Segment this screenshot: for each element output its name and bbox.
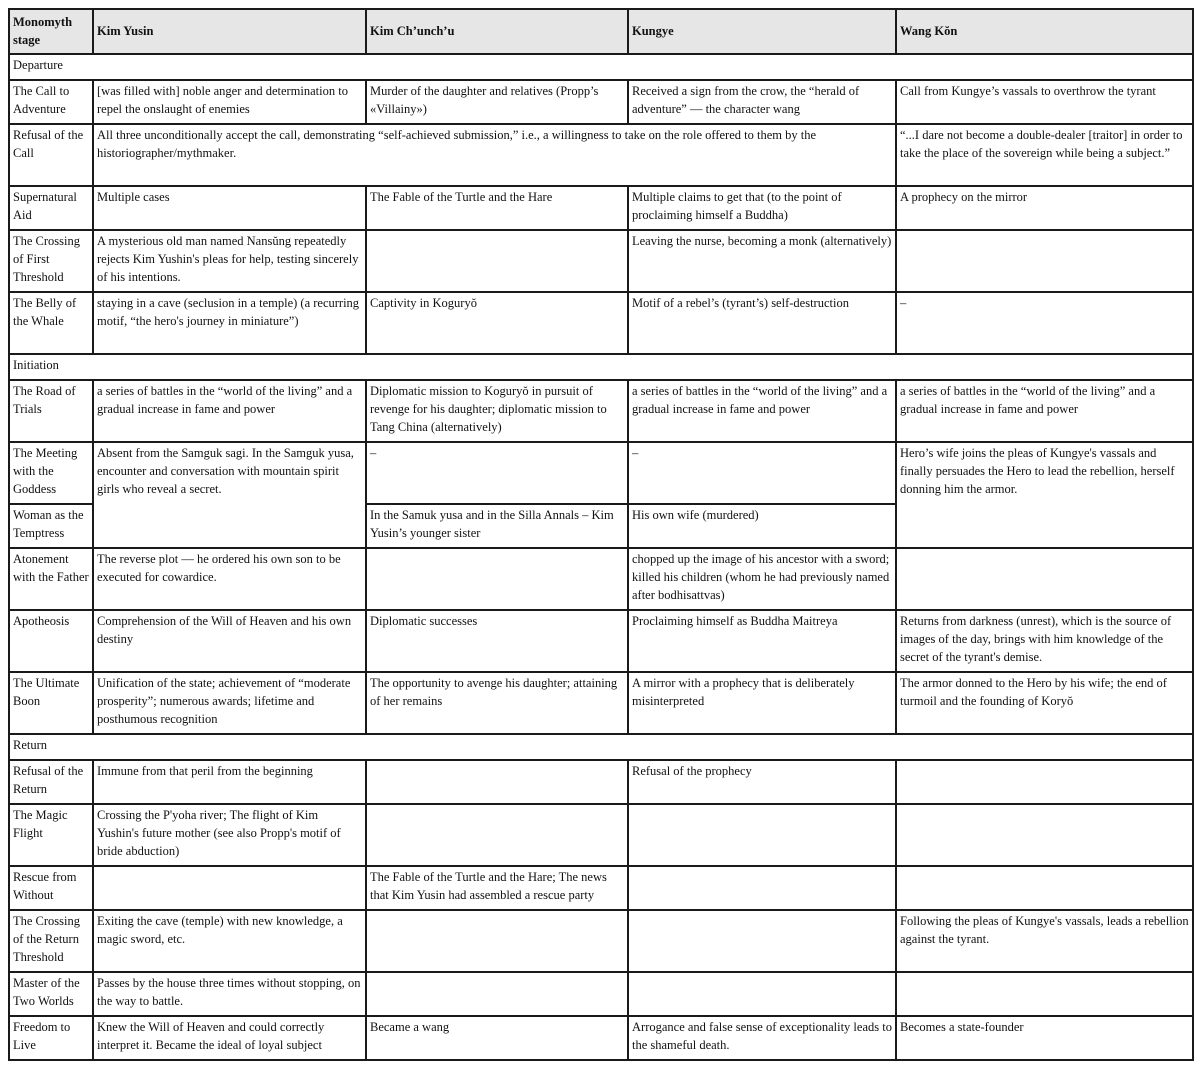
header-kungye: Kungye <box>628 9 896 54</box>
kungye-cell: Leaving the nurse, becoming a monk (alternatively) <box>628 230 896 292</box>
stage-cell: Supernatural Aid <box>9 186 93 230</box>
kim-chunchu-cell <box>366 760 628 804</box>
wang-kon-cell: “...I dare not become a double-dealer [traitor] in order to take the place of the sovereign while being a subject.” <box>896 124 1193 186</box>
stage-cell: The Crossing of First Threshold <box>9 230 93 292</box>
kim-chunchu-cell <box>366 804 628 866</box>
kim-yusin-cell: A mysterious old man named Nansŭng repeatedly rejects Kim Yushin's pleas for help, testing sincerely of his intentions. <box>93 230 366 292</box>
section-initiation: Initiation <box>9 354 1193 380</box>
kungye-cell: Received a sign from the crow, the “herald of adventure” — the character wang <box>628 80 896 124</box>
kungye-cell: – <box>628 442 896 504</box>
kungye-cell: A mirror with a prophecy that is deliberately misinterpreted <box>628 672 896 734</box>
kim-chunchu-cell <box>366 548 628 610</box>
wang-kon-cell <box>896 804 1193 866</box>
wang-kon-cell <box>896 230 1193 292</box>
table-header <box>9 9 1193 54</box>
kungye-cell: Motif of a rebel’s (tyrant’s) self-destruction <box>628 292 896 354</box>
kim-chunchu-cell: Became a wang <box>366 1016 628 1060</box>
kim-yusin-cell: staying in a cave (seclusion in a temple) (a recurring motif, “the hero's journey in miniature”) <box>93 292 366 354</box>
stage-cell: Apotheosis <box>9 610 93 672</box>
wang-kon-cell: Becomes a state-founder <box>896 1016 1193 1060</box>
wang-kon-cell: a series of battles in the “world of the living” and a gradual increase in fame and power <box>896 380 1193 442</box>
table-row <box>9 866 1193 910</box>
kim-chunchu-cell <box>366 972 628 1016</box>
table-row <box>9 760 1193 804</box>
wang-kon-cell: Returns from darkness (unrest), which is the source of images of the day, brings with him knowledge of the secret of the tyrant's demise. <box>896 610 1193 672</box>
kim-yusin-cell: Immune from that peril from the beginning <box>93 760 366 804</box>
kim-chunchu-cell: In the Samuk yusa and in the Silla Annals – Kim Yusin’s younger sister <box>366 504 628 548</box>
kim-chunchu-cell: Murder of the daughter and relatives (Propp’s «Villainy») <box>366 80 628 124</box>
stage-cell: The Magic Flight <box>9 804 93 866</box>
kim-chunchu-cell: – <box>366 442 628 504</box>
stage-cell: Refusal of the Return <box>9 760 93 804</box>
kungye-cell: Proclaiming himself as Buddha Maitreya <box>628 610 896 672</box>
stage-cell: The Road of Trials <box>9 380 93 442</box>
table-row <box>9 910 1193 972</box>
kim-chunchu-cell: The Fable of the Turtle and the Hare; The news that Kim Yusin had assembled a rescue party <box>366 866 628 910</box>
kim-yusin-cell: Exiting the cave (temple) with new knowledge, a magic sword, etc. <box>93 910 366 972</box>
kungye-cell: Refusal of the prophecy <box>628 760 896 804</box>
stage-cell: The Call to Adventure <box>9 80 93 124</box>
kungye-cell: Multiple claims to get that (to the point of proclaiming himself a Buddha) <box>628 186 896 230</box>
kim-yusin-cell: Absent from the Samguk sagi. In the Samguk yusa, encounter and conversation with mountain spirit girls who reveal a secret. <box>93 442 366 548</box>
section-row <box>9 734 1193 760</box>
header-row <box>9 9 1193 54</box>
kungye-cell <box>628 972 896 1016</box>
kim-yusin-cell: [was filled with] noble anger and determination to repel the onslaught of enemies <box>93 80 366 124</box>
table-row <box>9 380 1193 442</box>
wang-kon-cell: – <box>896 292 1193 354</box>
kim-yusin-cell: Knew the Will of Heaven and could correctly interpret it. Became the ideal of loyal subject <box>93 1016 366 1060</box>
stage-cell: Refusal of the Call <box>9 124 93 186</box>
merged-cell: All three unconditionally accept the call, demonstrating “self-achieved submission,” i.e., a willingness to take on the role offered to them by the historiographer/mythmaker. <box>93 124 896 186</box>
table-row <box>9 972 1193 1016</box>
table-row <box>9 610 1193 672</box>
stage-cell: The Belly of the Whale <box>9 292 93 354</box>
kungye-cell: His own wife (murdered) <box>628 504 896 548</box>
wang-kon-cell: Call from Kungye’s vassals to overthrow the tyrant <box>896 80 1193 124</box>
kungye-cell: a series of battles in the “world of the living” and a gradual increase in fame and power <box>628 380 896 442</box>
kim-chunchu-cell: Diplomatic mission to Koguryŏ in pursuit of revenge for his daughter; diplomatic mission to Tang China (alternatively) <box>366 380 628 442</box>
stage-cell: Rescue from Without <box>9 866 93 910</box>
kim-yusin-cell: The reverse plot — he ordered his own son to be executed for cowardice. <box>93 548 366 610</box>
wang-kon-cell: Following the pleas of Kungye's vassals, leads a rebellion against the tyrant. <box>896 910 1193 972</box>
header-kim-chunchu: Kim Ch’unch’u <box>366 9 628 54</box>
kungye-cell <box>628 910 896 972</box>
wang-kon-cell <box>896 866 1193 910</box>
stage-cell: The Ultimate Boon <box>9 672 93 734</box>
kim-yusin-cell: Comprehension of the Will of Heaven and his own destiny <box>93 610 366 672</box>
kim-yusin-cell: a series of battles in the “world of the living” and a gradual increase in fame and power <box>93 380 366 442</box>
header-kim-yusin: Kim Yusin <box>93 9 366 54</box>
stage-cell: Woman as the Temptress <box>9 504 93 548</box>
kim-yusin-cell: Multiple cases <box>93 186 366 230</box>
table-row <box>9 672 1193 734</box>
section-departure: Departure <box>9 54 1193 80</box>
kungye-cell <box>628 804 896 866</box>
kim-yusin-cell: Passes by the house three times without stopping, on the way to battle. <box>93 972 366 1016</box>
stage-cell: The Meeting with the Goddess <box>9 442 93 504</box>
monomyth-table <box>8 8 1194 1061</box>
kim-chunchu-cell: The opportunity to avenge his daughter; attaining of her remains <box>366 672 628 734</box>
kim-yusin-cell: Crossing the P'yoha river; The flight of Kim Yushin's future mother (see also Propp's motif of bride abduction) <box>93 804 366 866</box>
table-row <box>9 548 1193 610</box>
wang-kon-cell: The armor donned to the Hero by his wife; the end of turmoil and the founding of Koryŏ <box>896 672 1193 734</box>
wang-kon-cell <box>896 972 1193 1016</box>
header-monomyth-stage: Monomyth stage <box>9 9 93 54</box>
header-wang-kon: Wang Kŏn <box>896 9 1193 54</box>
table-row <box>9 186 1193 230</box>
kim-chunchu-cell <box>366 910 628 972</box>
kim-yusin-cell: Unification of the state; achievement of “moderate prosperity”; numerous awards; lifetime and posthumous recognition <box>93 672 366 734</box>
stage-cell: Master of the Two Worlds <box>9 972 93 1016</box>
wang-kon-cell: Hero’s wife joins the pleas of Kungye's vassals and finally persuades the Hero to lead the rebellion, herself donning him the armor. <box>896 442 1193 548</box>
table-row <box>9 124 1193 186</box>
table-row <box>9 1016 1193 1060</box>
table-row <box>9 804 1193 866</box>
wang-kon-cell <box>896 548 1193 610</box>
section-row <box>9 354 1193 380</box>
kim-chunchu-cell: The Fable of the Turtle and the Hare <box>366 186 628 230</box>
wang-kon-cell: A prophecy on the mirror <box>896 186 1193 230</box>
table-row <box>9 442 1193 504</box>
kungye-cell: Arrogance and false sense of exceptionality leads to the shameful death. <box>628 1016 896 1060</box>
stage-cell: The Crossing of the Return Threshold <box>9 910 93 972</box>
table-row <box>9 230 1193 292</box>
section-row <box>9 54 1193 80</box>
stage-cell: Freedom to Live <box>9 1016 93 1060</box>
kim-chunchu-cell: Diplomatic successes <box>366 610 628 672</box>
kim-chunchu-cell <box>366 230 628 292</box>
section-return: Return <box>9 734 1193 760</box>
kim-yusin-cell <box>93 866 366 910</box>
kim-chunchu-cell: Captivity in Koguryŏ <box>366 292 628 354</box>
kungye-cell <box>628 866 896 910</box>
wang-kon-cell <box>896 760 1193 804</box>
table-row <box>9 80 1193 124</box>
kungye-cell: chopped up the image of his ancestor with a sword; killed his children (whom he had previously named after bodhisattvas) <box>628 548 896 610</box>
stage-cell: Atonement with the Father <box>9 548 93 610</box>
table-row <box>9 292 1193 354</box>
